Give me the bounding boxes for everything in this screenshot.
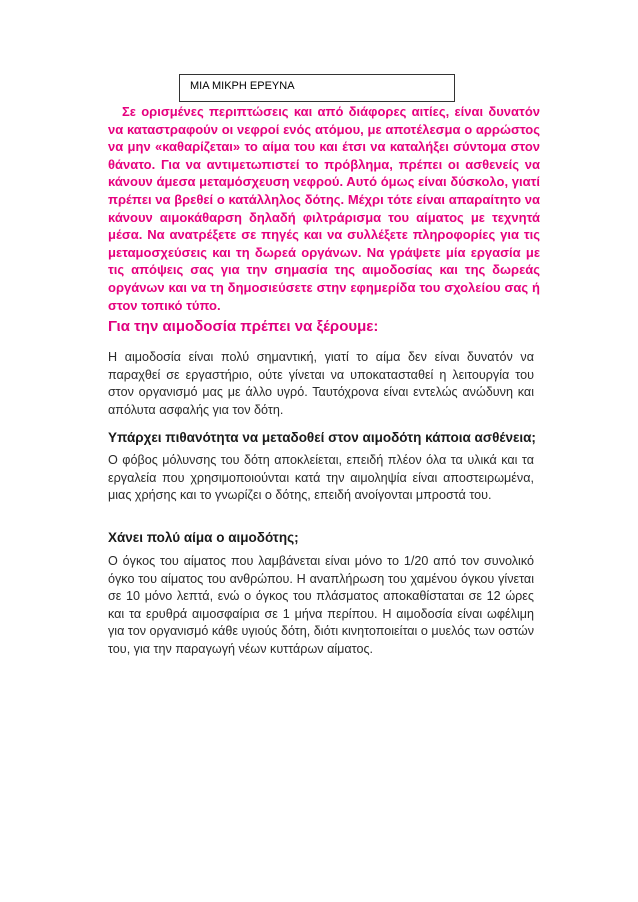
- paragraph-importance: Η αιμοδοσία είναι πολύ σημαντική, γιατί το αίμα δεν είναι δυνατόν να παραχθεί σε εργαστήριο, ούτε γίνεται να υποκατασταθεί η λειτουργία του στον οργανισμό μας με άλλο υγρό. Ταυτόχρονα είναι εντελώς ανώδυνη και απόλυτα ασφαλής για τον δότη.: [108, 350, 534, 417]
- intro-paragraph: Σε ορισμένες περιπτώσεις και από διάφορες αιτίες, είναι δυνατόν να καταστραφούν οι νεφροί ενός ατόμου, με αποτέλεσμα ο αρρώστος να μην «καθαρίζεται» το αίμα του και έτσι να καταλήξει σύντομα στον θάνατο. Για να αντιμετωπιστεί το πρόβλημα, πρέπει οι ασθενείς να κάνουν άμεσα μεταμόσχευση νεφρού. Αυτό όμως είναι δύσκολο, γιατί πρέπει να βρεθεί ο κατάλληλος δότης. Μέχρι τότε είναι απαραίτητο να κάνουν αιμοκάθαρση δηλαδή φιλτράρισμα του αίματος με τεχνητά μέσα. Να ανατρέξετε σε πηγές και να συλλέξετε πληροφορίες για τις μεταμοσχεύσεις και τη δωρεά οργάνων. Να γράψετε μία εργασία με τις απόψεις σας για την σημασία της αιμοδοσίας και της δωρεάς οργάνων και να τη δημοσιεύσετε στην εφημερίδα του σχολείου σας ή στον τοπικό τύπο.: [108, 104, 540, 313]
- title-box: [179, 74, 455, 102]
- section-heading: Για την αιμοδοσία πρέπει να ξέρουμε:: [108, 318, 379, 335]
- paragraph-safety: Ο φόβος μόλυνσης του δότη αποκλείεται, επειδή πλέον όλα τα υλικά και τα εργαλεία που χρησιμοποιούνται κατά την αιμοληψία είναι αποστειρωμένα, μιας χρήσης και το γνωρίζει ο δότης, επειδή ανοίγονται μπροστά του.: [108, 453, 534, 503]
- page-title: ΜΙΑ ΜΙΚΡΗ ΕΡΕΥΝΑ: [190, 80, 295, 92]
- paragraph-blood-volume: Ο όγκος του αίματος που λαμβάνεται είναι μόνο το 1/20 από τον συνολικό όγκο του αίματος του ανθρώπου. Η αναπλήρωση του χαμένου όγκου γίνεται σε 10 μόνο λεπτά, ενώ ο όγκος του πλάσματος αποκαθίσταται σε 12 ώρες και τα ερυθρά αιμοσφαίρια σε 1 μήνα περίπου. Η αιμοδοσία είναι ωφέλιμη για τον οργανισμό κάθε υγιούς δότη, διότι κινητοποιείται ο μυελός των οστών του, για την παραγωγή νέων κυττάρων αίματος.: [108, 554, 534, 656]
- question-disease-transmission: Υπάρχει πιθανότητα να μεταδοθεί στον αιμοδότη κάποια ασθένεια;: [108, 430, 536, 445]
- question-blood-loss: Χάνει πολύ αίμα ο αιμοδότης;: [108, 530, 299, 545]
